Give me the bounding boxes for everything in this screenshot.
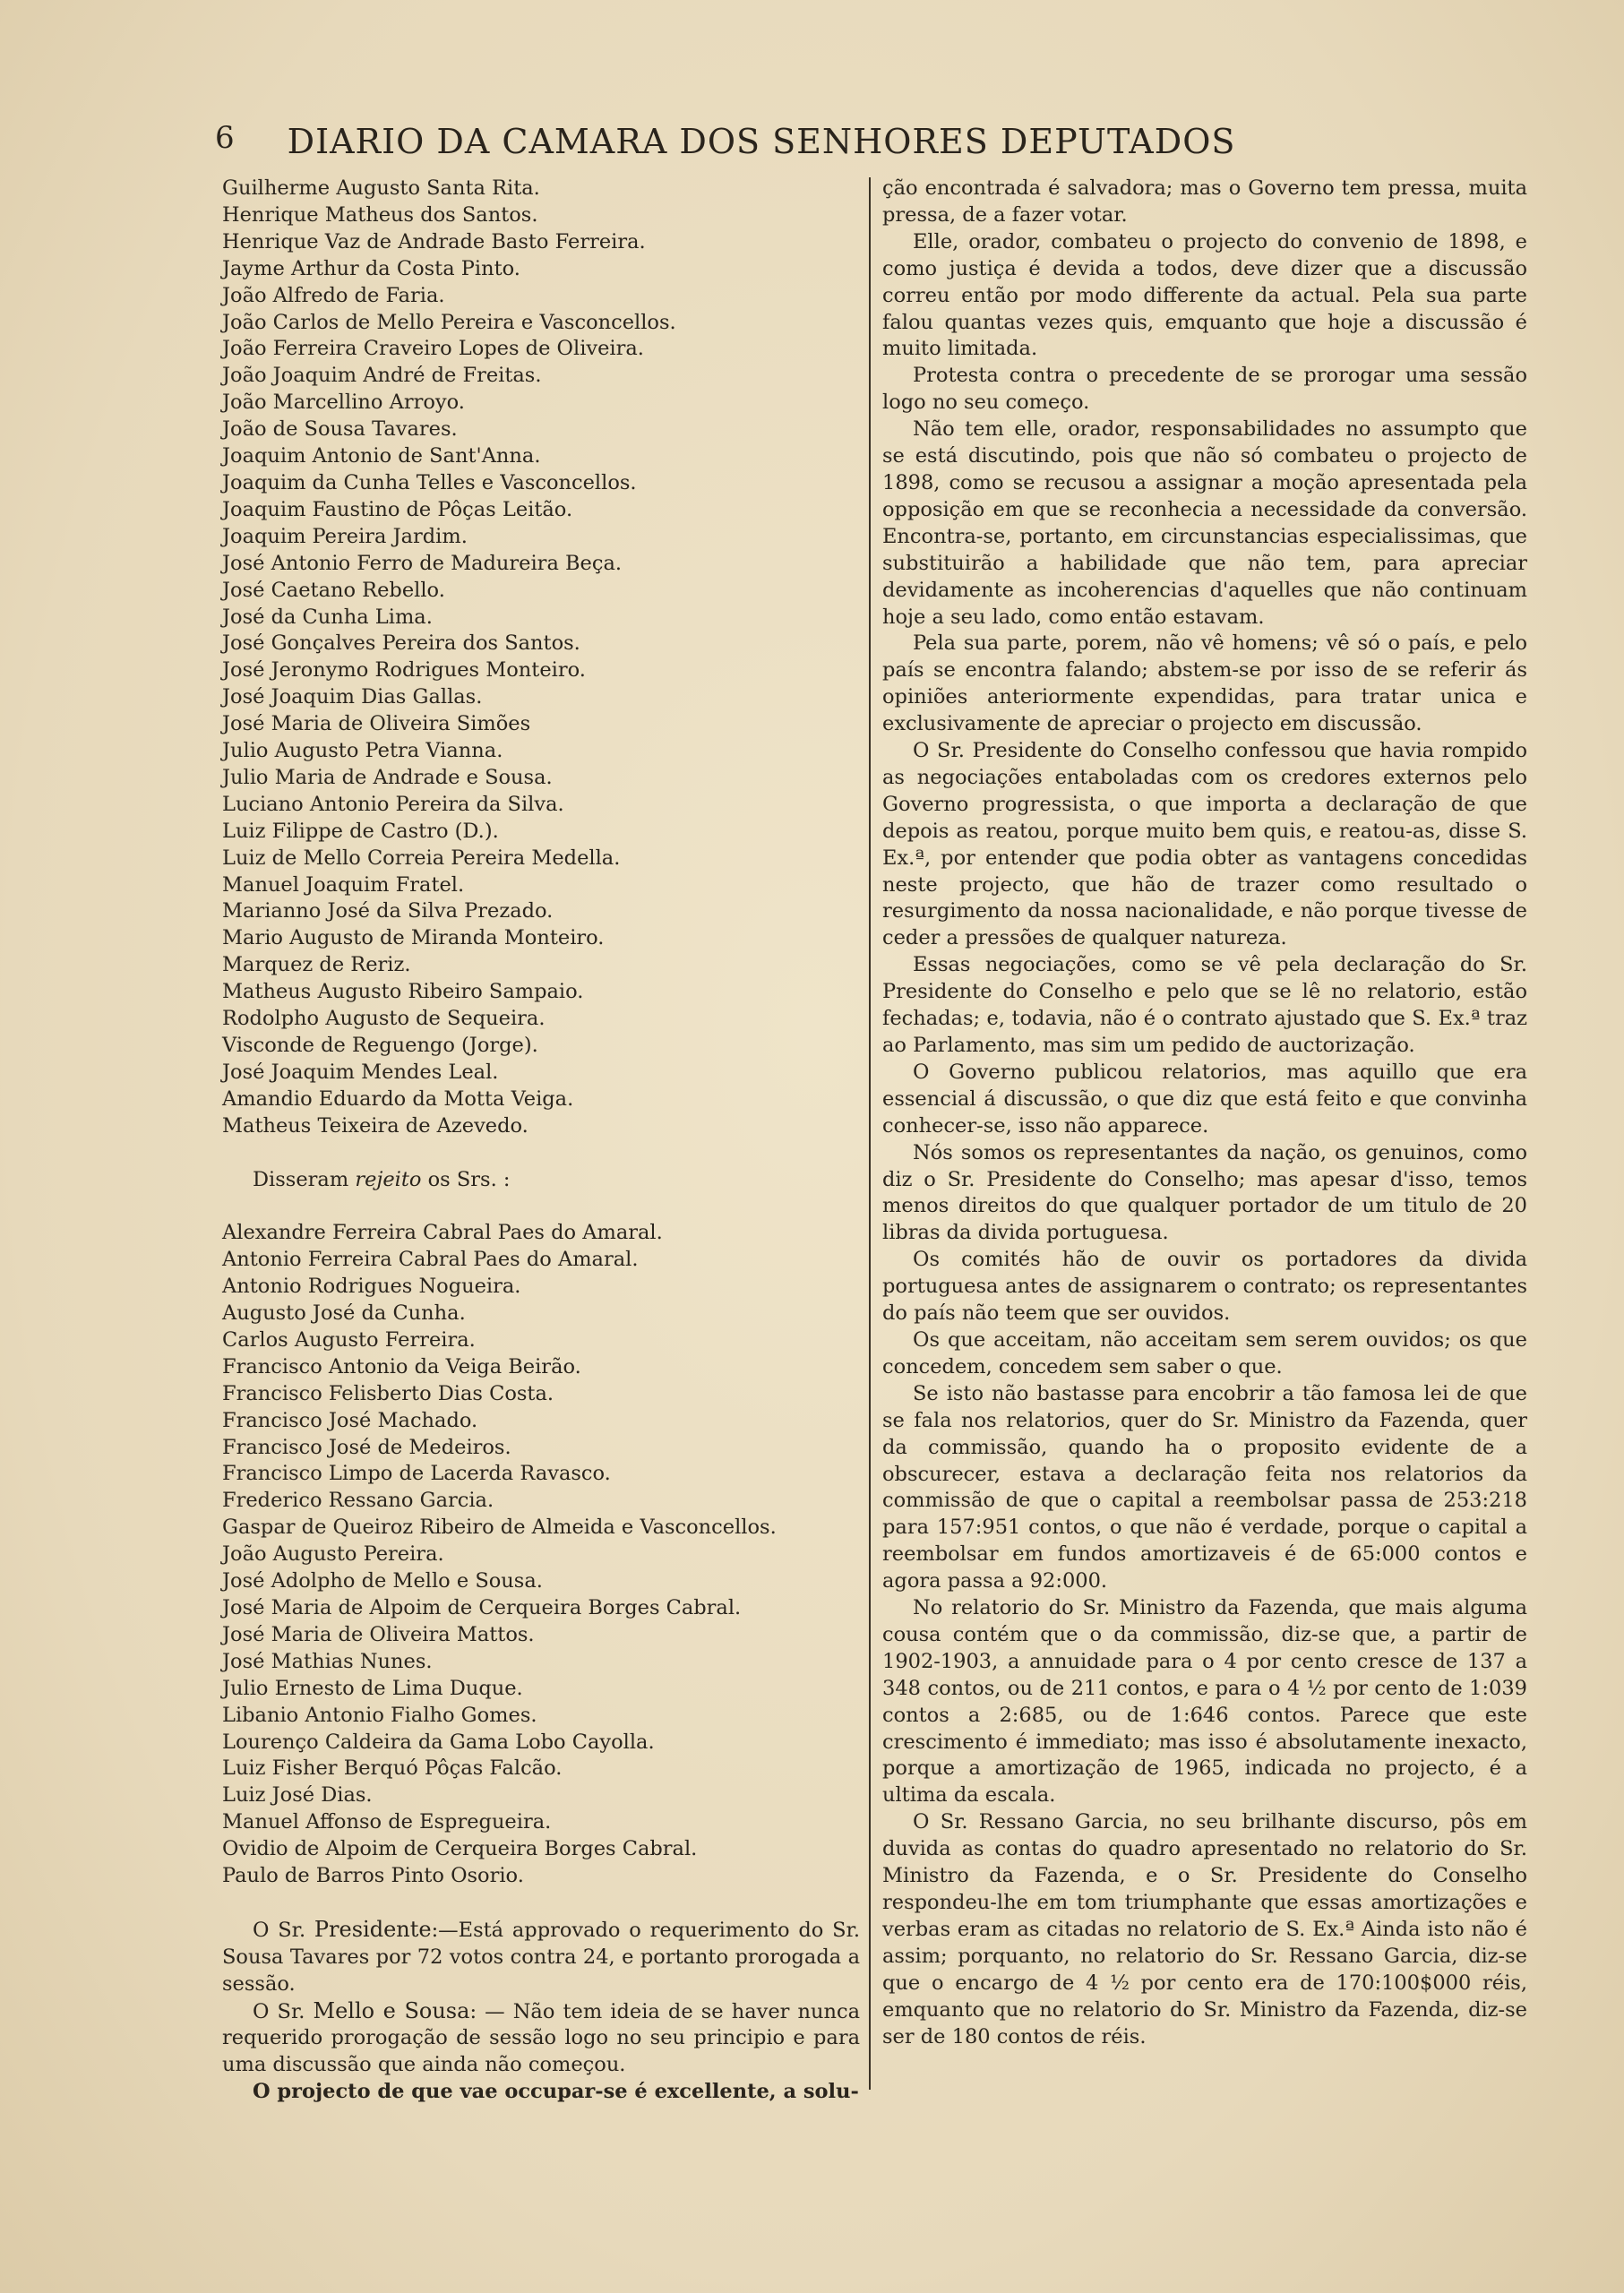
voter-name: João Augusto Pereira. (222, 1542, 444, 1567)
voter-name: Julio Ernesto de Lima Duque. (222, 1676, 523, 1700)
voter-name: José Maria de Alpoim de Cerqueira Borges Cabral. (222, 1596, 742, 1619)
speech-paragraph: Protesta contra o precedente de se prorogar uma sessão logo no seu começo. (882, 364, 1527, 415)
president-text: :—Está approvado o requerimento do Sr. Sousa Tavares por 72 votos contra 24, e portanto prorogada a sessão. (222, 1918, 860, 1996)
voter-name: João de Sousa Tavares. (222, 417, 458, 442)
voter-name: Mario Augusto de Miranda Monteiro. (222, 926, 605, 950)
spacer (222, 1140, 860, 1167)
right-column (882, 176, 1527, 2050)
voter-name: Jayme Arthur da Costa Pinto. (222, 256, 520, 280)
voter-name: Henrique Matheus dos Santos. (222, 202, 538, 227)
reject-intro-after: os Srs. : (421, 1167, 511, 1191)
voter-name: Alexandre Ferreira Cabral Paes do Amaral. (222, 1221, 663, 1245)
speech-paragraph: Os comités hão de ouvir os portadores da divida portuguesa antes de assignarem o contrato; os representantes do país não teem que ser ouvidos. (882, 1248, 1527, 1326)
page-number: 6 (215, 120, 235, 156)
voter-name: José Jeronymo Rodrigues Monteiro. (222, 658, 586, 683)
column-divider (869, 177, 871, 2090)
voter-name: Francisco Antonio da Veiga Beirão. (222, 1354, 581, 1378)
project-paragraph: O projecto de que vae occupar-se é excellente, a solu- (253, 2080, 859, 2104)
speech-paragraph: Essas negociações, como se vê pela declaração do Sr. Presidente do Conselho e pelo que se lê no relatorio, estão fechadas; e, todavia, não é o contrato ajustado que S. Ex.ª traz ao Parlamento, mas sim um pedido de auctorização. (882, 953, 1527, 1057)
voter-name: José Joaquim Dias Gallas. (222, 685, 483, 709)
voter-name: João Carlos de Mello Pereira e Vasconcellos. (222, 310, 676, 334)
voter-name: Marianno José da Silva Prezado. (222, 899, 554, 923)
mello-sousa-text: : — Não tem ideia de se haver nunca requerido prorogação de sessão logo no seu principio e para uma discussão que ainda não começou. (222, 1999, 860, 2077)
speech-paragraph: Nós somos os representantes da nação, os genuinos, como diz o Sr. Presidente do Conselho; mas apesar d'isso, temos menos direitos do que qualquer portador de um titulo de 20 libras da divida portuguesa. (882, 1140, 1527, 1245)
voter-name: Joaquim Pereira Jardim. (222, 524, 468, 548)
voter-name: Antonio Ferreira Cabral Paes do Amaral. (222, 1248, 639, 1272)
voter-name: Augusto José da Cunha. (222, 1301, 466, 1326)
reject-intro (222, 1167, 860, 1194)
speech-paragraph: O Sr. Presidente do Conselho confessou que havia rompido as negociações entaboladas com os credores externos pelo Governo progressista, o que importa a declaração de que depois as reatou, porque muito bem quis, e reatou-as, disse S. Ex.ª, por entender que podia obter as vantagens concedidas neste projecto, que hão de trazer como resultado o resurgimento da nossa nacionalidade, e não porque tivesse de ceder a pressões de qualquer natureza. (882, 739, 1527, 950)
voter-name: Manuel Joaquim Fratel. (222, 872, 465, 897)
voter-name: Joaquim da Cunha Telles e Vasconcellos. (222, 470, 637, 494)
voter-name: Guilherme Augusto Santa Rita. (222, 176, 540, 200)
speech-paragraph: No relatorio do Sr. Ministro da Fazenda, que mais alguma cousa contém que o da commissão, diz-se que, a partir de 1902-1903, a annuidade para o 4 por cento cresce de 137 a 348 contos, ou de 211 contos, e para o 4 ½ por cento de 1:039 contos a 2:685, ou de 1:646 contos. Parece que este crescimento é immediato; mas isso é absolutamente inexacto, porque a amortização de 1965, indicada no projecto, é a ultima da escala. (882, 1596, 1527, 1808)
voter-name: Libanio Antonio Fialho Gomes. (222, 1703, 537, 1727)
voter-name: João Joaquim André de Freitas. (222, 364, 542, 388)
speech-paragraph: Se isto não bastasse para encobrir a tão famosa lei de que se fala nos relatorios, quer do Sr. Ministro da Fazenda, quer da commissão, quando ha o proposito evidente de a obscurecer, estava a declaração feita nos relatorios da commissão de que o capital a reembolsar passa de 253:218 para 157:951 contos, o que não é verdade, porque o capital a reembolsar em fundos amortizaveis é de 65:000 contos e agora passa a 92:000. (882, 1381, 1527, 1593)
voter-name: Francisco José Machado. (222, 1408, 478, 1432)
spacer (222, 1890, 860, 1917)
speech-paragraph: Não tem elle, orador, responsabilidades no assumpto que se está discutindo, pois que não só combateu o projecto de 1898, como se recusou a assignar a moção apresentada pela opposição em que se reconhecia a necessidade da conversão. Encontra-se, portanto, em circunstancias especialissimas, que substituirão a habilidade que não tem, para apreciar devidamente as incoherencias d'aquelles que não continuam hoje a seu lado, como então estavam. (882, 417, 1527, 629)
voter-name: Matheus Teixeira de Azevedo. (222, 1113, 528, 1138)
voter-name: Carlos Augusto Ferreira. (222, 1327, 476, 1352)
voter-name: José Antonio Ferro de Madureira Beça. (222, 551, 623, 575)
page-header (215, 120, 1281, 170)
mello-sousa-prefix: O Sr. (253, 1999, 314, 2023)
voter-name: Antonio Rodrigues Nogueira. (222, 1275, 521, 1299)
spacer (222, 1193, 860, 1220)
voter-name: Ovidio de Alpoim de Cerqueira Borges Cabral. (222, 1837, 698, 1861)
voter-name: José Mathias Nunes. (222, 1649, 433, 1673)
voter-name: José Joaquim Mendes Leal. (222, 1060, 499, 1084)
voter-name: Julio Augusto Petra Vianna. (222, 739, 503, 763)
voter-name: Gaspar de Queiroz Ribeiro de Almeida e Vasconcellos. (222, 1516, 777, 1540)
voter-name: José Adolpho de Mello e Sousa. (222, 1569, 543, 1593)
voter-name: João Marcellino Arroyo. (222, 391, 465, 415)
voter-name: Marquez de Reriz. (222, 953, 411, 977)
voter-name: Visconde de Reguengo (Jorge). (222, 1034, 538, 1057)
voter-name: Joaquim Faustino de Pôças Leitão. (222, 497, 573, 521)
speaker-president: Presidente (314, 1916, 432, 1942)
voter-name: Joaquim Antonio de Sant'Anna. (222, 444, 541, 468)
left-column (222, 176, 860, 2106)
voter-name: José da Cunha Lima. (222, 605, 433, 629)
president-prefix: O Sr. (253, 1918, 314, 1942)
voter-name: João Ferreira Craveiro Lopes de Oliveira. (222, 337, 644, 361)
voter-name: Rodolpho Augusto de Sequeira. (222, 1007, 546, 1031)
voter-name: Francisco Felisberto Dias Costa. (222, 1381, 554, 1405)
speech-paragraph: O Sr. Ressano Garcia, no seu brilhante discurso, pôs em duvida as contas do quadro apresentado no relatorio do Sr. Ministro da Fazenda, e o Sr. Presidente do Conselho respondeu-lhe em tom triumphante que essas amortizações e verbas eram as citadas no relatorio de S. Ex.ª Ainda isto não é assim; porquanto, no relatorio do Sr. Ressano Garcia, diz-se que o encargo de 4 ½ por cento era de 170:100$000 réis, emquanto que no relatorio do Sr. Ministro da Fazenda, diz-se ser de 180 contos de réis. (882, 1810, 1527, 2048)
speech-paragraph: ção encontrada é salvadora; mas o Governo tem pressa, muita pressa, de a fazer votar. (882, 176, 1527, 227)
voter-name: Manuel Affonso de Espregueira. (222, 1810, 552, 1834)
president-statement (222, 1917, 860, 1998)
voter-name: Julio Maria de Andrade e Sousa. (222, 765, 553, 789)
voter-name: José Maria de Oliveira Mattos. (222, 1622, 535, 1646)
voter-name: Frederico Ressano Garcia. (222, 1489, 494, 1513)
voter-name: João Alfredo de Faria. (222, 283, 445, 307)
voter-name: José Caetano Rebello. (222, 578, 445, 602)
voter-name: José Maria de Oliveira Simões (222, 712, 531, 736)
voter-name: Luiz Filippe de Castro (D.). (222, 819, 499, 843)
voter-name: Amandio Eduardo da Motta Veiga. (222, 1086, 574, 1111)
voter-name: Matheus Augusto Ribeiro Sampaio. (222, 980, 584, 1004)
speech-paragraph: Os que acceitam, não acceitam sem serem ouvidos; os que concedem, concedem sem saber o que. (882, 1327, 1527, 1378)
voter-name: José Gonçalves Pereira dos Santos. (222, 631, 580, 656)
speech-paragraph: Elle, orador, combateu o projecto do convenio de 1898, e como justiça é devida a todos, deve dizer que a discussão correu então por modo differente da actual. Pela sua parte falou quantas vezes quis, emquanto que hoje a discussão é muito limitada. (882, 229, 1527, 361)
reject-intro-emph: rejeito (355, 1167, 422, 1191)
speech-paragraph: Pela sua parte, porem, não vê homens; vê só o país, e pelo país se encontra falando; abstem-se por isso de se referir ás opiniões anteriormente expendidas, para tratar unica e exclusivamente de apreciar o projecto em discussão. (882, 631, 1527, 736)
voter-name: Henrique Vaz de Andrade Basto Ferreira. (222, 229, 646, 253)
reject-intro-before: Disseram (253, 1167, 356, 1191)
mello-sousa-statement (222, 1998, 860, 2080)
voter-name: Francisco Limpo de Lacerda Ravasco. (222, 1462, 611, 1486)
journal-title: DIARIO DA CAMARA DOS SENHORES DEPUTADOS (287, 122, 1236, 161)
approve-vote-list (222, 176, 860, 1140)
voter-name: Luciano Antonio Pereira da Silva. (222, 792, 564, 816)
voter-name: Luiz de Mello Correia Pereira Medella. (222, 846, 621, 870)
reject-vote-list (222, 1220, 860, 1890)
speech-paragraph: O Governo publicou relatorios, mas aquillo que era essencial á discussão, o que diz que está feito e que convinha conhecer-se, isso não apparece. (882, 1060, 1527, 1138)
voter-name: Lourenço Caldeira da Gama Lobo Cayolla. (222, 1730, 655, 1754)
voter-name: Francisco José de Medeiros. (222, 1435, 511, 1459)
voter-name: Luiz José Dias. (222, 1783, 373, 1808)
voter-name: Paulo de Barros Pinto Osorio. (222, 1864, 524, 1888)
voter-name: Luiz Fisher Berquó Pôças Falcão. (222, 1756, 563, 1781)
speaker-mello-sousa: Mello e Sousa (313, 1997, 470, 2023)
